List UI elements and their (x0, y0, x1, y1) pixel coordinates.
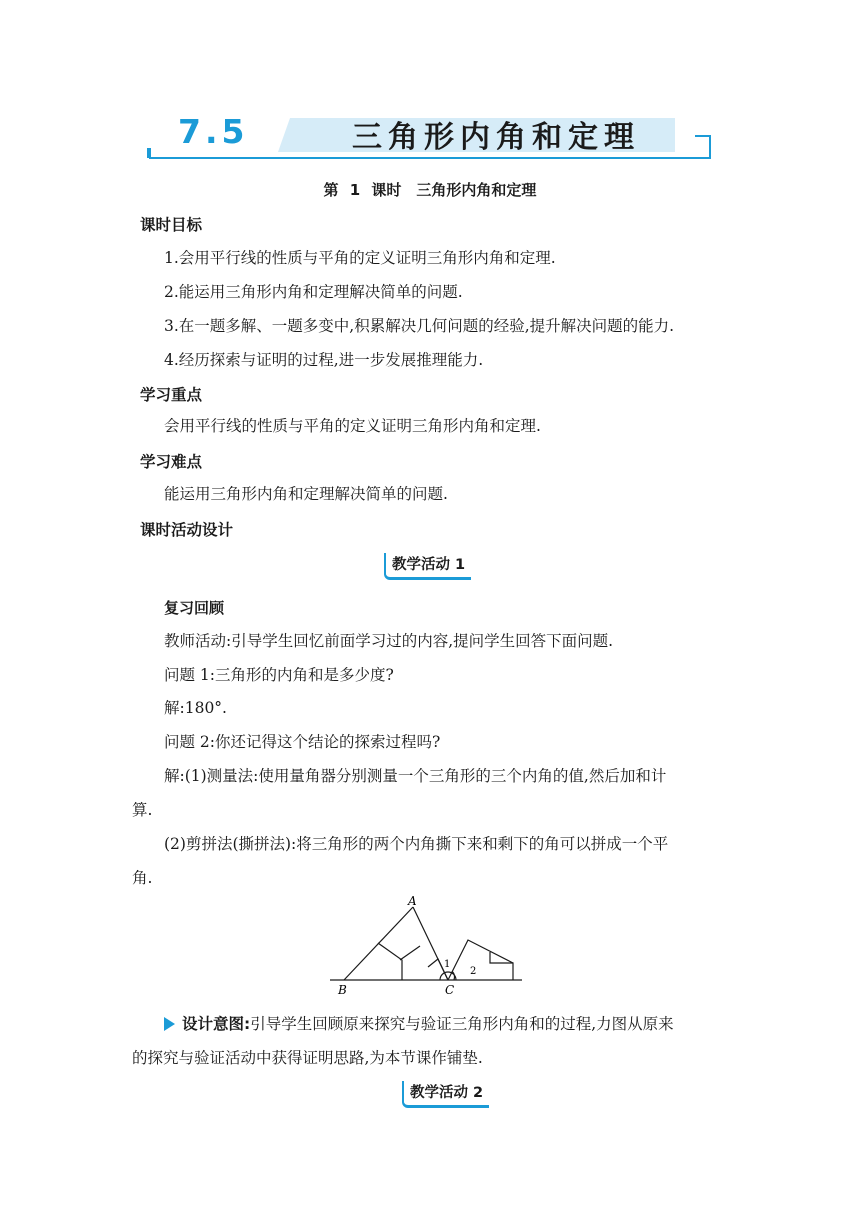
activity-2-badge: 教学活动 2 (402, 1081, 489, 1108)
difficulties-heading: 学习难点 (140, 453, 203, 471)
design-intent-label: 设计意图: (182, 1015, 251, 1033)
label-angle-1: 1 (444, 959, 451, 970)
lesson-subtitle: 第 1 课时 三角形内角和定理 (323, 181, 537, 199)
key-points-heading: 学习重点 (140, 386, 203, 404)
design-heading: 课时活动设计 (140, 521, 234, 539)
design-intent-text-1: 引导学生回顾原来探究与验证三角形内角和的过程,力图从原来 (250, 1015, 674, 1033)
design-intent-line-2: 的探究与验证活动中获得证明思路,为本节课作铺垫. (132, 1049, 483, 1067)
answer-1: 解:180°. (164, 699, 227, 717)
key-points-text: 会用平行线的性质与平角的定义证明三角形内角和定理. (164, 417, 541, 435)
objective-item-1: 1.会用平行线的性质与平角的定义证明三角形内角和定理. (164, 249, 556, 267)
label-a: A (408, 895, 417, 908)
label-c: C (445, 983, 455, 995)
answer-2-line-1: 解:(1)测量法:使用量角器分别测量一个三角形的三个内角的值,然后加和计 (164, 767, 667, 785)
pasted-angle-b (490, 952, 513, 980)
activity-1-badge: 教学活动 1 (384, 553, 471, 580)
label-angle-2: 2 (470, 966, 477, 977)
teacher-activity-text: 教师活动:引导学生回忆前面学习过的内容,提问学生回答下面问题. (164, 632, 614, 650)
question-2: 问题 2:你还记得这个结论的探索过程吗? (164, 733, 441, 751)
triangle-cut-figure (330, 895, 530, 995)
question-1: 问题 1:三角形的内角和是多少度? (164, 666, 394, 684)
pasted-angle-a (448, 940, 513, 980)
objective-item-4: 4.经历探索与证明的过程,进一步发展推理能力. (164, 351, 484, 369)
objectives-heading: 课时目标 (140, 216, 203, 234)
objective-item-2: 2.能运用三角形内角和定理解决简单的问题. (164, 283, 463, 301)
section-title: 三角形内角和定理 (352, 120, 640, 155)
cut-line-b (378, 943, 402, 980)
answer-2-line-2: 算. (132, 801, 153, 819)
objective-item-3: 3.在一题多解、一题多变中,积累解决几何问题的经验,提升解决问题的能力. (164, 317, 675, 335)
answer-2b-line-1: (2)剪拼法(撕拼法):将三角形的两个内角撕下来和剩下的角可以拼成一个平 (164, 835, 669, 853)
label-b: B (338, 983, 347, 995)
intent-triangle-icon (164, 1017, 175, 1031)
design-intent-line-1 (182, 1014, 674, 1034)
section-number: 7.5 (178, 112, 249, 151)
review-heading: 复习回顾 (164, 599, 225, 617)
answer-2b-line-2: 角. (132, 869, 153, 887)
difficulties-text: 能运用三角形内角和定理解决简单的问题. (164, 485, 448, 503)
